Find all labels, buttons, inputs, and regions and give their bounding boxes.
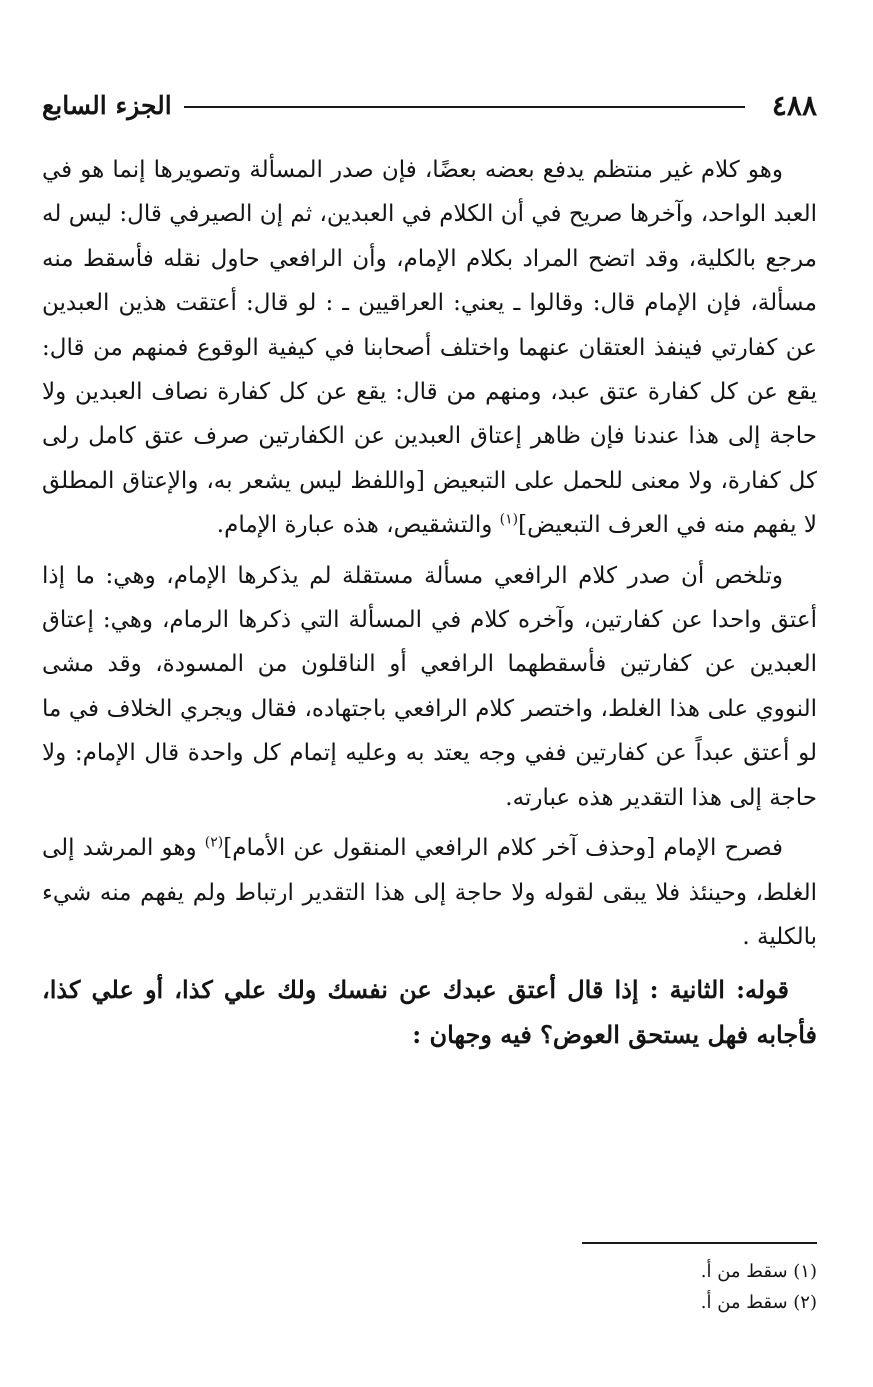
book-page	[42, 70, 817, 1360]
paragraph-1	[42, 148, 817, 548]
footnote-2: (٢) سقط من أ.	[700, 1292, 817, 1313]
statement-heading: قوله: الثانية : إذا قال أعتق عبدك عن نفسك ولك علي كذا، أو علي كذا، فأجابه فهل يستحق العوض؟ فيه وجهان :	[42, 975, 817, 1050]
footnote-marker-2: (٢)	[204, 834, 224, 851]
paragraph-2	[42, 554, 817, 820]
page-header	[42, 86, 817, 126]
running-title: الجزء السابع	[42, 91, 172, 120]
footnotes	[701, 1256, 817, 1318]
paragraph-3-text: فصرح الإمام [وحذف آخر كلام الرافعي المنقول عن الأمام]	[223, 835, 783, 862]
paragraph-1-text-end: والتشقيص، هذه عبارة الإمام.	[216, 512, 500, 539]
footnote-1: (١) سقط من أ.	[700, 1261, 817, 1282]
header-rule	[184, 106, 745, 108]
paragraph-3	[42, 826, 817, 959]
paragraph-2-text: وتلخص أن صدر كلام الرافعي مسألة مستقلة لم يذكرها الإمام، وهي: ما إذا أعتق واحدا عن كفارتين، وآخره كلام في المسألة التي ذكرها الرمام، وهي: إعتاق العبدين عن كفارتين فأسقطهما الرافعي أو الناقلون من المسودة، وقد مشى النووي على هذا الغلط، واختصر كلام الرافعي باجتهاده، فقال ويجري الخلاف في ما لو أعتق عبداً عن كفارتين ففي وجه يعتد به وعليه إتمام كل واحدة قال الإمام: ولا حاجة إلى هذا التقدير هذه عبارته.	[42, 562, 817, 811]
body-text	[42, 148, 817, 1063]
footnote-rule	[582, 1242, 817, 1244]
page-number: ٤٨٨	[771, 89, 817, 122]
paragraph-1-text: وهو كلام غير منتظم يدفع بعضه بعضًا، فإن صدر المسألة وتصويرها إنما هو في العبد الواحد، وآخرها صريح في أن الكلام في العبدين، ثم إن الصيرفي قال: ليس له مرجع بالكلية، وقد اتضح المراد بكلام الإمام، وأن الرافعي حاول نقله فأسقط منه مسألة، فإن الإمام قال: وقالوا ـ يعني: العراقيين ـ : لو قال: أعتقت هذين العبدين عن كفارتي فينفذ العتقان عنهما واختلف أصحابنا في كيفية الوقوع فمنهم من قال: يقع عن كل كفارة عتق عبد، ومنهم من قال: يقع عن كل كفارة نصاف العبدين ولا حاجة إلى هذا عندنا فإن ظاهر إعتاق العبدين عن الكفارتين صرف عتق كامل رلى كل كفارة، ولا معنى للحمل على التبعيض [واللفظ ليس يشعر به، والإعتاق المطلق لا يفهم منه في العرف التبعيض]	[42, 157, 817, 539]
footnote-marker-1: (١)	[499, 511, 519, 528]
paragraph-3-text-end: وهو المرشد إلى الغلط، وحينئذ فلا يبقى لقوله ولا حاجة إلى هذا التقدير ارتباط ولم يفهم منه شيء بالكلية .	[42, 835, 817, 950]
